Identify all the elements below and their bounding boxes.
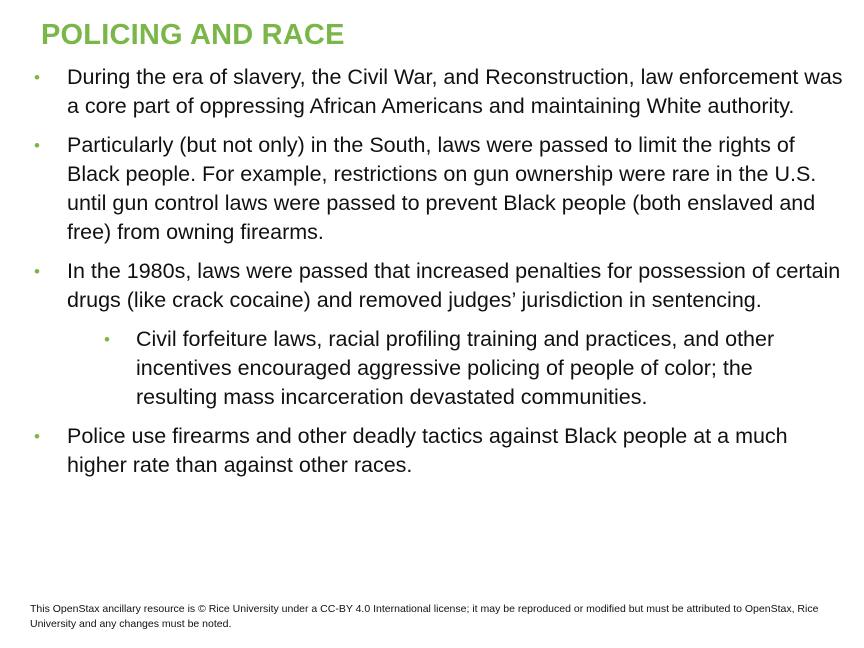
- bullet-item: [0, 131, 864, 247]
- bullet-icon: •: [34, 427, 40, 446]
- bullet-icon: •: [34, 262, 40, 281]
- bullet-text: Particularly (but not only) in the South, laws were passed to limit the rights of Black people. For example, restrictions on gun ownership were rare in the U.S. until gun control laws were passed to prevent Black people (both enslaved and free) from owning firearms.: [67, 133, 817, 244]
- bullet-text: During the era of slavery, the Civil War, and Reconstruction, law enforcement was a core part of oppressing African Americans and maintaining White authority.: [67, 65, 843, 118]
- bullet-text: Police use firearms and other deadly tactics against Black people at a much higher rate than against other races.: [67, 424, 788, 477]
- slide-title: POLICING AND RACE: [41, 19, 345, 51]
- bullet-icon: •: [34, 68, 40, 87]
- bullet-icon: •: [104, 330, 110, 349]
- bullet-list: [0, 63, 864, 490]
- sub-bullet-item: [0, 325, 864, 412]
- bullet-item: [0, 63, 864, 121]
- license-footer: This OpenStax ancillary resource is © Rice University under a CC-BY 4.0 International license; it may be reproduced or modified but must be attributed to OpenStax, Rice University and any changes must be noted.: [30, 603, 819, 630]
- bullet-icon: •: [34, 136, 40, 155]
- bullet-text: Civil forfeiture laws, racial profiling training and practices, and other incentives encouraged aggressive policing of people of color; the resulting mass incarceration devastated communities.: [136, 327, 775, 409]
- bullet-text: In the 1980s, laws were passed that increased penalties for possession of certain drugs (like crack cocaine) and removed judges’ jurisdiction in sentencing.: [67, 259, 841, 312]
- bullet-item: [0, 422, 864, 480]
- bullet-item: [0, 257, 864, 315]
